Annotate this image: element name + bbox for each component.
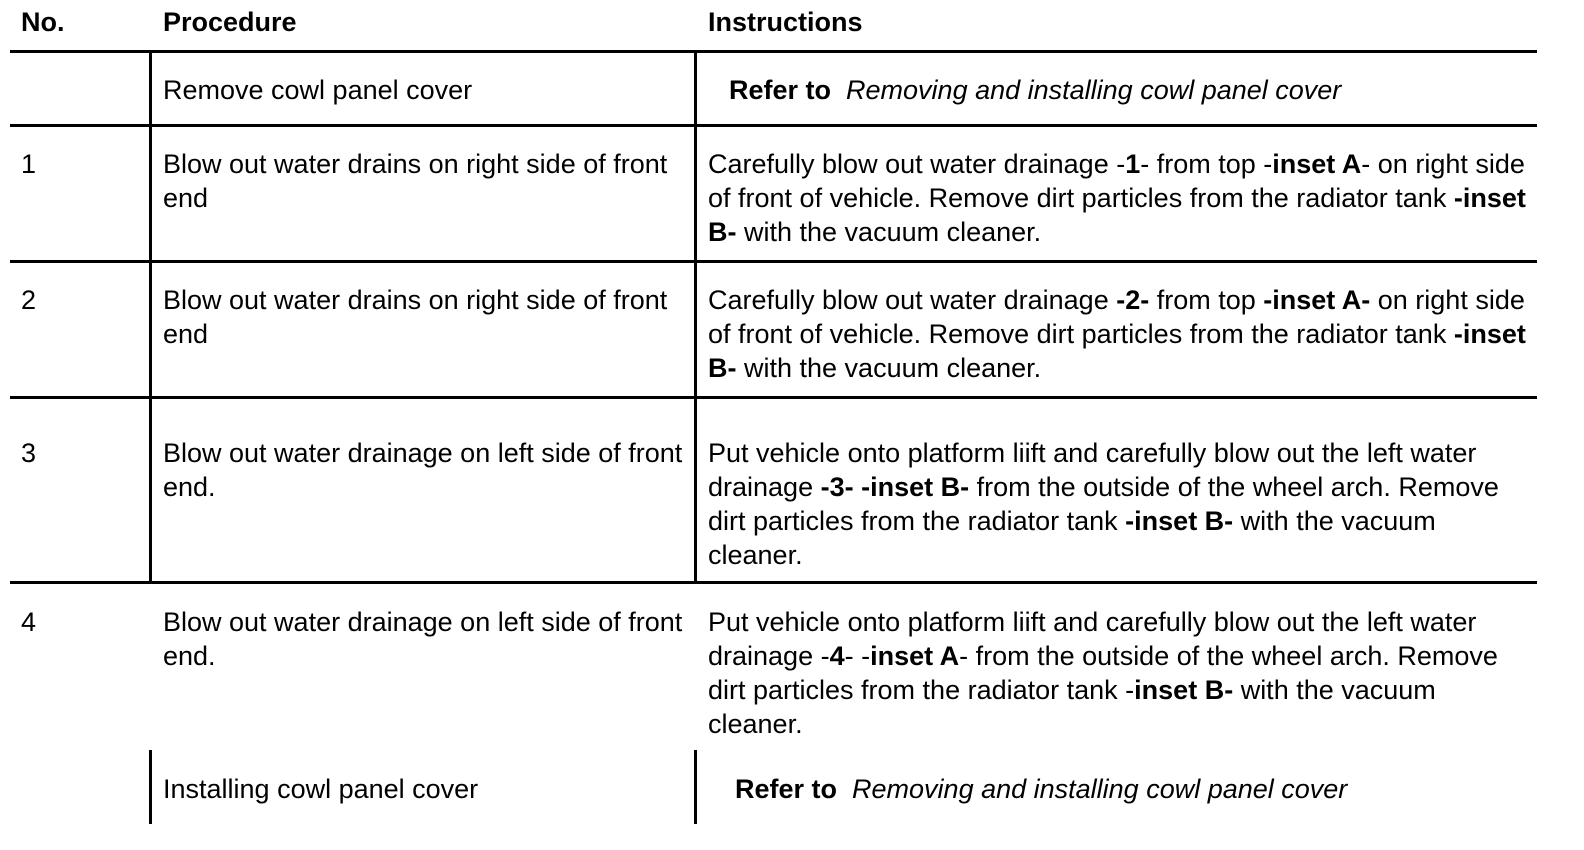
instruction-emphasis: inset A bbox=[870, 641, 960, 671]
instructions-cell bbox=[708, 147, 1528, 249]
instruction-emphasis: 1 bbox=[1125, 149, 1141, 179]
instructions-cell bbox=[708, 283, 1528, 385]
instruction-emphasis: -inset A- bbox=[1263, 285, 1371, 315]
instruction-text: with the vacuum cleaner. bbox=[736, 217, 1042, 247]
step-number: 2 bbox=[21, 285, 37, 315]
instruction-text: from top bbox=[1149, 285, 1264, 315]
row-divider bbox=[10, 124, 1537, 127]
header-no: No. bbox=[21, 7, 65, 37]
instruction-text: with the vacuum cleaner. bbox=[708, 506, 1436, 570]
procedure-cell: Blow out water drainage on left side of front end. bbox=[163, 438, 683, 502]
reference-link[interactable]: Removing and installing cowl panel cover bbox=[846, 75, 1342, 105]
instruction-emphasis: -inset B- bbox=[708, 183, 1526, 247]
procedure-cell: Blow out water drains on right side of front end bbox=[163, 285, 668, 349]
instruction-text: from the outside of the wheel arch. Remove dirt particles from the radiator tank bbox=[708, 472, 1499, 536]
instruction-text: with the vacuum cleaner. bbox=[736, 353, 1042, 383]
reference-label: Refer to bbox=[735, 774, 838, 804]
instruction-text: - - bbox=[844, 641, 871, 671]
row-divider bbox=[10, 260, 1537, 263]
header-rule bbox=[10, 50, 1537, 53]
instruction-emphasis: -2- bbox=[1116, 285, 1150, 315]
instruction-text: on right side of front of vehicle. Remove dirt particles from the radiator tank bbox=[708, 285, 1525, 349]
procedure-cell: Installing cowl panel cover bbox=[163, 774, 479, 804]
instruction-emphasis: -inset B- bbox=[1125, 506, 1234, 536]
instruction-text: - from top - bbox=[1140, 149, 1273, 179]
step-number: 4 bbox=[21, 607, 37, 637]
instruction-text: Put vehicle onto platform liift and carefully blow out the left water drainage - bbox=[708, 607, 1477, 671]
procedure-cell: Remove cowl panel cover bbox=[163, 75, 473, 105]
instruction-text: - on right side of front of vehicle. Remove dirt particles from the radiator tank bbox=[708, 149, 1525, 213]
reference-cell bbox=[735, 772, 1555, 806]
instruction-text: - from the outside of the wheel arch. Remove dirt particles from the radiator tank - bbox=[708, 641, 1498, 705]
column-divider-procedure bbox=[149, 750, 152, 824]
reference-link[interactable]: Removing and installing cowl panel cover bbox=[852, 774, 1348, 804]
instruction-emphasis: 4 bbox=[829, 641, 845, 671]
procedure-cell: Blow out water drainage on left side of front end. bbox=[163, 607, 683, 671]
reference-label: Refer to bbox=[729, 75, 832, 105]
column-divider-instructions bbox=[694, 750, 697, 824]
row-divider bbox=[10, 396, 1537, 399]
instructions-cell bbox=[708, 436, 1528, 572]
instruction-text: Carefully blow out water drainage bbox=[708, 285, 1117, 315]
instruction-emphasis: -3- -inset B- bbox=[820, 472, 970, 502]
instruction-text: with the vacuum cleaner. bbox=[708, 675, 1436, 739]
header-procedure: Procedure bbox=[163, 7, 297, 37]
instruction-emphasis: inset A bbox=[1272, 149, 1362, 179]
procedure-cell: Blow out water drains on right side of front end bbox=[163, 149, 668, 213]
instruction-text: Put vehicle onto platform liift and carefully blow out the left water drainage bbox=[708, 438, 1477, 502]
step-number: 3 bbox=[21, 438, 37, 468]
column-divider-procedure bbox=[149, 52, 152, 582]
instruction-emphasis: inset B- bbox=[1134, 675, 1234, 705]
instructions-cell bbox=[708, 605, 1528, 741]
column-divider-instructions bbox=[694, 52, 697, 582]
instruction-emphasis: -inset B- bbox=[708, 319, 1526, 383]
row-divider bbox=[10, 581, 1537, 584]
step-number: 1 bbox=[21, 149, 37, 179]
instruction-text: Carefully blow out water drainage - bbox=[708, 149, 1126, 179]
reference-cell bbox=[729, 73, 1549, 107]
header-instructions: Instructions bbox=[708, 7, 863, 37]
